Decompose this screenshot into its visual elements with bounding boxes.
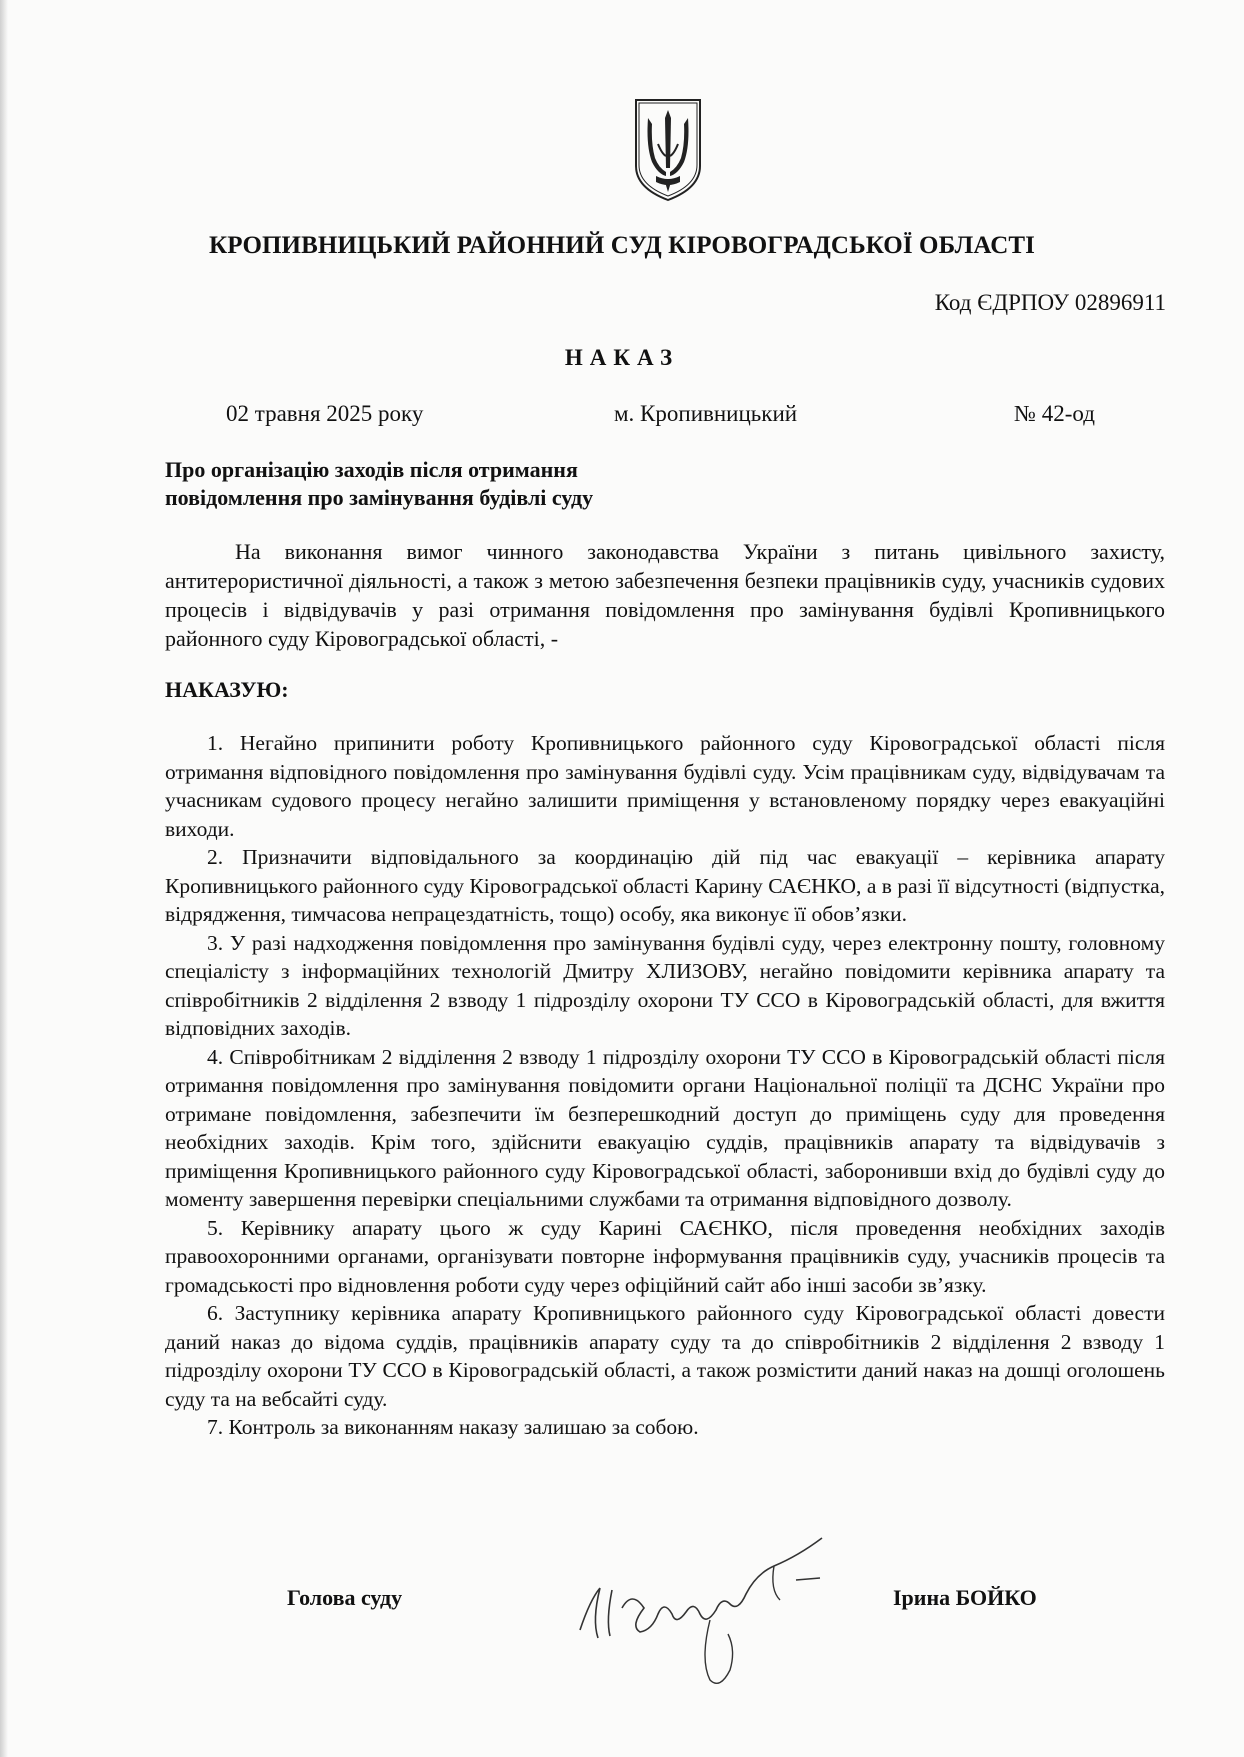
order-item: 3. У разі надходження повідомлення про замінування будівлі суду, через електронну пошту, головному спеціалісту з інформаційних технологій Дмитру ХЛИЗОВУ, негайно повідомити керівника апарату та співробітників 2 відділення 2 взводу 1 підрозділу охорони ТУ ССО в Кіровоградській області, для вжиття відповідних заходів. xyxy=(165,930,1165,1040)
order-subject-line: Про організацію заходів після отримання xyxy=(165,457,578,482)
signatory-name: Ірина БОЙКО xyxy=(893,1585,1037,1610)
preamble-paragraph: На виконання вимог чинного законодавства України з питань цивільного захисту, антитерористичної діяльності, а також з метою забезпечення безпеки працівників суду, учасників судових процесів і відвідувачів у разі отримання повідомлення про замінування будівлі Кропивницького районного суду Кіровоградської області, - xyxy=(165,539,1165,651)
order-subject-line: повідомлення про замінування будівлі суду xyxy=(165,485,594,510)
signatory-role: Голова суду xyxy=(287,1585,403,1610)
order-item: 5. Керівнику апарату цього ж суду Карині САЄНКО, після проведення необхідних заходів правоохоронними органами, організувати повторне інформування працівників суду, учасників процесів та громадськості про відновлення роботи суду через офіційний сайт або інші засоби зв’язку. xyxy=(165,1215,1165,1297)
order-item: 4. Співробітникам 2 відділення 2 взводу 1 підрозділу охорони ТУ ССО в Кіровоградській області після отримання повідомлення про замінування повідомити органи Національної поліції та ДСНС України про отримане повідомлення, забезпечити їм безперешкодний доступ до приміщень суду для проведення необхідних заходів. Крім того, здійснити евакуацію суддів, працівників апарату та відвідувачів з приміщення Кропивницького районного суду Кіровоградської області, заборонивши вхід до будівлі суду до моменту завершення перевірки спеціальними службами та отримання відповідного дозволу. xyxy=(165,1044,1165,1211)
tryzub-coat-of-arms-icon xyxy=(632,96,704,204)
order-item: 7. Контроль за виконанням наказу залишаю за собою. xyxy=(207,1415,699,1439)
order-items-list xyxy=(165,729,1165,1442)
order-number: № 42-од xyxy=(1014,401,1095,426)
order-title: НАКАЗ xyxy=(564,345,680,370)
order-date: 02 травня 2025 року xyxy=(226,401,424,426)
court-name-heading: КРОПИВНИЦЬКИЙ РАЙОННИЙ СУД КІРОВОГРАДСЬКОЇ ОБЛАСТІ xyxy=(209,232,1035,259)
edrpou-code: Код ЄДРПОУ 02896911 xyxy=(934,290,1166,315)
order-item: 2. Призначити відповідального за координацію дій під час евакуації – керівника апарату Кропивницького районного суду Кіровоградської області Карину САЄНКО, а в разі її відсутності (відпустка, відрядження, тимчасова непрацездатність, тощо) особу, яка виконує її обов’язки. xyxy=(165,845,1165,926)
order-item: 6. Заступнику керівника апарату Кропивницького районного суду Кіровоградської області довести даний наказ до відома суддів, працівників апарату суду та до співробітників 2 відділення 2 взводу 1 підрозділу охорони ТУ ССО в Кіровоградській області, а також розмістити даний наказ на дошці оголошень суду та на вебсайті суду. xyxy=(165,1301,1165,1411)
scan-edge-shadow xyxy=(0,0,8,1757)
order-city: м. Кропивницький xyxy=(614,401,798,426)
order-item: 1. Негайно припинити роботу Кропивницького районного суду Кіровоградської області після отримання відповідного повідомлення про замінування будівлі суду. Усім працівникам суду, відвідувачам та учасникам судового процесу негайно залишити приміщення у встановленому порядку через евакуаційні виходи. xyxy=(165,731,1165,841)
handwritten-signature-icon xyxy=(560,1530,860,1700)
order-directive-heading: НАКАЗУЮ: xyxy=(165,677,289,702)
order-subject xyxy=(165,456,865,512)
